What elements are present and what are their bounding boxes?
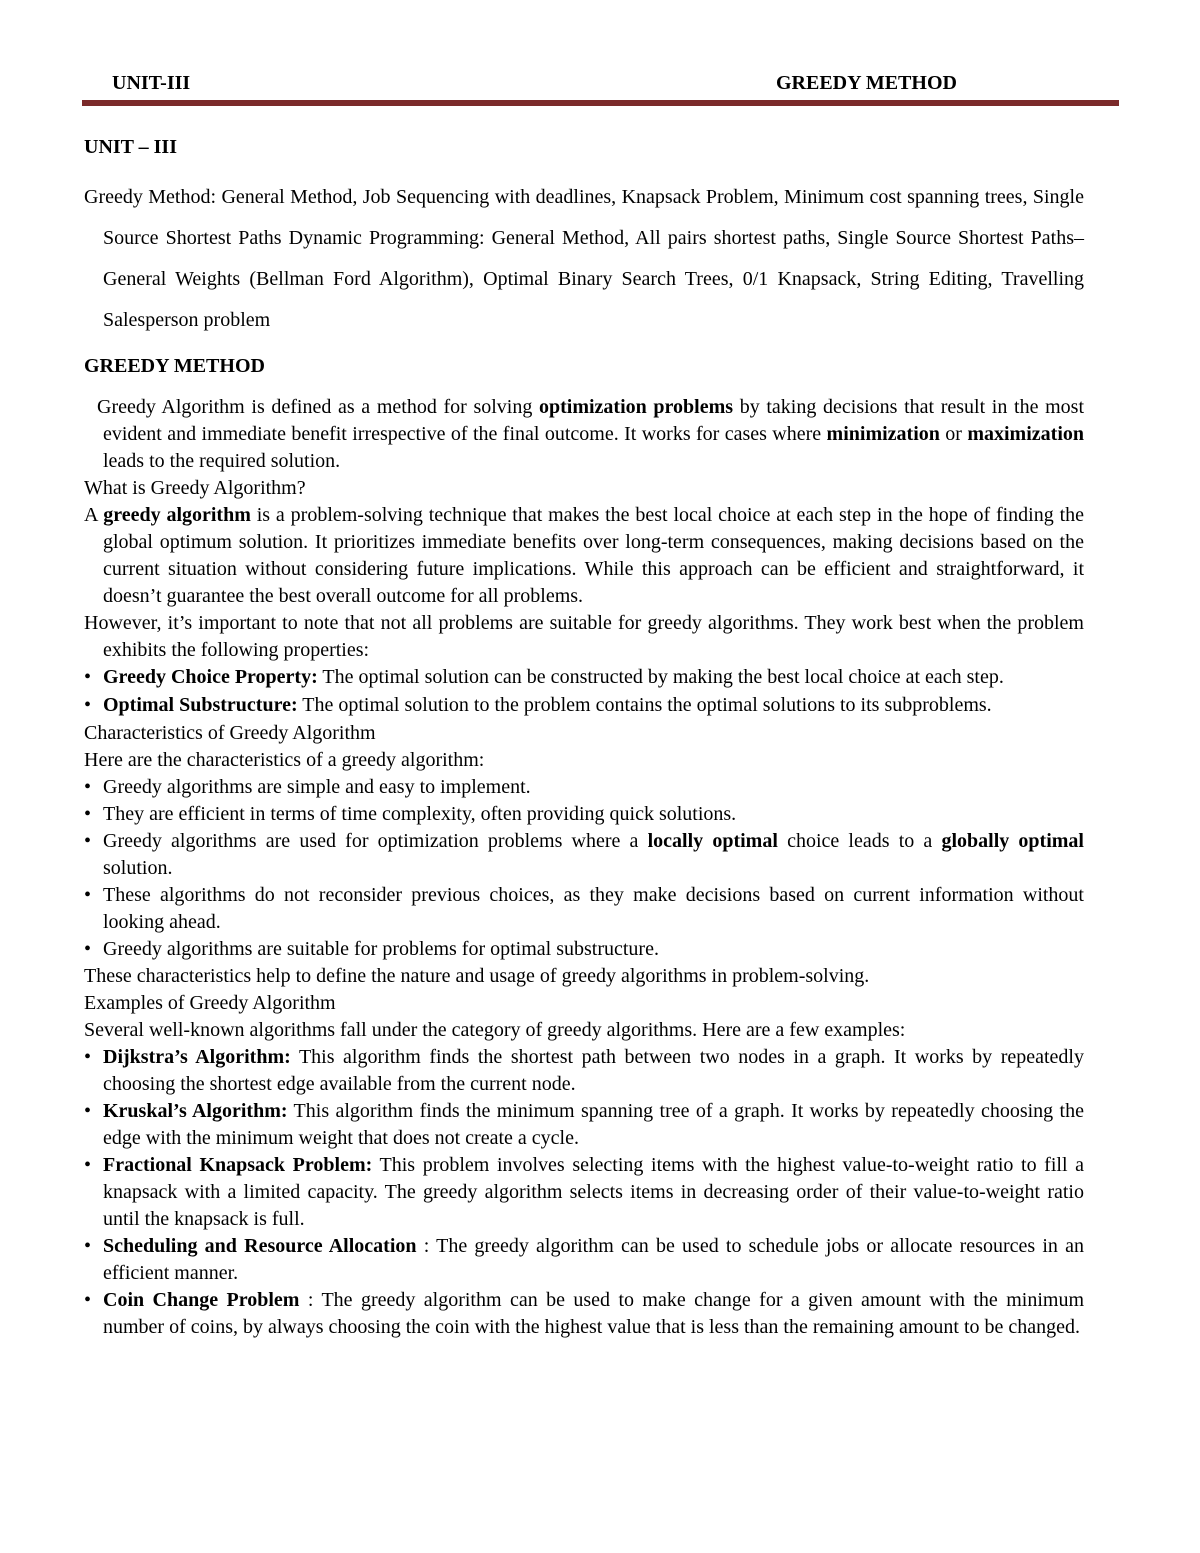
characteristics-list — [84, 774, 1084, 963]
list-item: • These algorithms do not reconsider previous choices, as they make decisions based on current information without looking ahead. — [84, 884, 1084, 933]
what-is-heading: What is Greedy Algorithm? — [84, 477, 306, 499]
bullet-icon: • — [84, 1289, 92, 1311]
list-item: • Fractional Knapsack Problem: This problem involves selecting items with the highest value-to-weight ratio to fill a knapsack with a limited capacity. The greedy algorithm selects items in decreasing order of their value-to-weight ratio until the knapsack is full. — [84, 1154, 1084, 1230]
properties-list — [84, 664, 1084, 719]
list-item: • Dijkstra’s Algorithm: This algorithm finds the shortest path between two nodes in a graph. It works by repeatedly choosing the shortest edge available from the current node. — [84, 1046, 1084, 1095]
examples-intro: Several well-known algorithms fall under the category of greedy algorithms. Here are a few examples: — [84, 1019, 906, 1041]
bullet-icon: • — [84, 830, 92, 852]
bullet-icon: • — [84, 884, 92, 906]
bullet-icon: • — [84, 776, 92, 798]
header-rule — [82, 100, 1119, 106]
list-item: • Greedy algorithms are suitable for problems for optimal substructure. — [84, 936, 1084, 963]
list-item: • They are efficient in terms of time complexity, often providing quick solutions. — [84, 801, 1084, 828]
list-item: • Coin Change Problem : The greedy algorithm can be used to make change for a given amount with the minimum number of coins, by always choosing the coin with the highest value that is less than the remaining amount to be changed. — [84, 1289, 1084, 1338]
characteristics-outro: These characteristics help to define the nature and usage of greedy algorithms in problem-solving. — [84, 965, 870, 987]
intro-paragraph: Greedy Algorithm is defined as a method for solving optimization problems by taking decisions that result in the most evident and immediate benefit irrespective of the final outcome. It works for cases where minimization or maximization leads to the required solution. — [97, 396, 1084, 472]
bullet-icon: • — [84, 694, 92, 716]
characteristics-heading: Characteristics of Greedy Algorithm — [84, 722, 376, 744]
however-paragraph: However, it’s important to note that not all problems are suitable for greedy algorithms. They work best when the problem exhibits the following properties: — [84, 612, 1084, 661]
unit-title: UNIT – III — [84, 136, 177, 158]
header-right: GREEDY METHOD — [776, 72, 957, 94]
body-content — [84, 132, 1084, 1341]
list-item: • Greedy Choice Property: The optimal solution can be constructed by making the best local choice at each step. — [84, 664, 1084, 691]
bullet-icon: • — [84, 938, 92, 960]
characteristics-intro: Here are the characteristics of a greedy algorithm: — [84, 749, 485, 771]
section-title: GREEDY METHOD — [84, 355, 265, 377]
bullet-icon: • — [84, 1100, 92, 1122]
examples-list — [84, 1044, 1084, 1341]
bullet-icon: • — [84, 666, 92, 688]
bullet-icon: • — [84, 803, 92, 825]
header-left: UNIT-III — [112, 72, 191, 94]
syllabus-paragraph: Greedy Method: General Method, Job Sequencing with deadlines, Knapsack Problem, Minimum cost spanning trees, Single Source Shortest Paths Dynamic Programming: General Method, All pairs shortest paths, Single Source Shortest Paths– General Weights (Bellman Ford Algorithm), Optimal Binary Search Trees, 0/1 Knapsack, String Editing, Travelling Salesperson problem — [84, 186, 1084, 331]
bullet-icon: • — [84, 1046, 92, 1068]
list-item: • Greedy algorithms are used for optimization problems where a locally optimal choice leads to a globally optimal solution. — [84, 830, 1084, 879]
list-item: • Optimal Substructure: The optimal solution to the problem contains the optimal solutions to its subproblems. — [84, 692, 1084, 719]
list-item: • Kruskal’s Algorithm: This algorithm finds the minimum spanning tree of a graph. It works by repeatedly choosing the edge with the minimum weight that does not create a cycle. — [84, 1100, 1084, 1149]
bullet-icon: • — [84, 1235, 92, 1257]
list-item: • Greedy algorithms are simple and easy to implement. — [84, 774, 1084, 801]
list-item: • Scheduling and Resource Allocation : The greedy algorithm can be used to schedule jobs or allocate resources in an efficient manner. — [84, 1235, 1084, 1284]
bullet-icon: • — [84, 1154, 92, 1176]
examples-heading: Examples of Greedy Algorithm — [84, 992, 336, 1014]
definition-paragraph: A greedy algorithm is a problem-solving technique that makes the best local choice at each step in the hope of finding the global optimum solution. It prioritizes immediate benefits over long-term consequences, making decisions based on the current situation without considering future implications. While this approach can be efficient and straightforward, it doesn’t guarantee the best overall outcome for all problems. — [84, 504, 1085, 607]
